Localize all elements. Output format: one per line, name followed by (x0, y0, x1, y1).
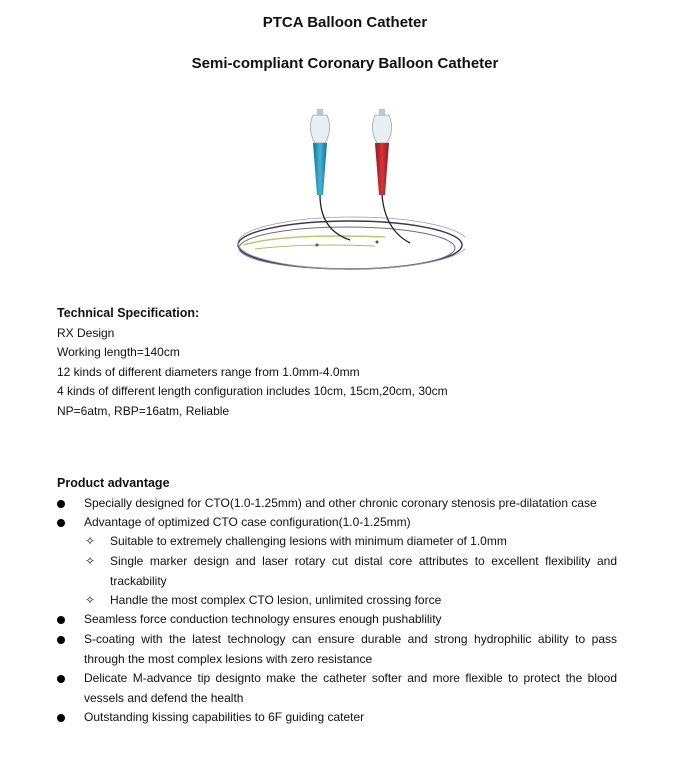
spec-line: 12 kinds of different diameters range from 1.0mm-4.0mm (57, 365, 360, 379)
bullet-icon (57, 714, 65, 722)
spec-line: 4 kinds of different length configuration includes 10cm, 15cm,20cm, 30cm (57, 384, 448, 398)
spec-line: Working length=140cm (57, 345, 180, 359)
bullet-icon (57, 500, 65, 508)
advantage-subitem: ✧ Handle the most complex CTO lesion, unlimited crossing force (85, 591, 617, 611)
bullet-icon (57, 636, 65, 644)
advantage-item: Advantage of optimized CTO case configuration(1.0-1.25mm) (57, 513, 617, 533)
spec-line: RX Design (57, 326, 115, 340)
document-title: PTCA Balloon Catheter (262, 14, 428, 31)
advantage-item: S-coating with the latest technology can ensure durable and strong hydrophilic ability to pass through the most complex lesions with zero resistance (57, 630, 617, 669)
advantage-item: Seamless force conduction technology ensures enough pushablility (57, 610, 617, 630)
bullet-icon (57, 675, 65, 683)
advantage-item: Outstanding kissing capabilities to 6F guiding cateter (57, 708, 617, 728)
advantage-subitem: ✧ Suitable to extremely challenging lesions with minimum diameter of 1.0mm (85, 532, 617, 552)
advantage-item: Delicate M-advance tip designto make the catheter softer and more flexible to protect the blood vessels and defend the health (57, 669, 617, 708)
catheter-product-image (225, 105, 465, 275)
advantage-heading: Product advantage (57, 476, 170, 490)
diamond-bullet-icon: ✧ (85, 534, 96, 548)
advantage-item: Specially designed for CTO(1.0-1.25mm) and other chronic coronary stenosis pre-dilatation case (57, 494, 617, 514)
bullet-icon (57, 616, 65, 624)
spec-line: NP=6atm, RBP=16atm, Reliable (57, 404, 230, 418)
bullet-icon (57, 519, 65, 527)
diamond-bullet-icon: ✧ (85, 593, 96, 607)
advantage-subitem: ✧ Single marker design and laser rotary cut distal core attributes to excellent flexibility and trackability (85, 554, 617, 588)
diamond-bullet-icon: ✧ (85, 554, 96, 568)
document-subtitle: Semi-compliant Coronary Balloon Catheter (191, 55, 499, 72)
spec-heading: Technical Specification: (57, 306, 200, 320)
